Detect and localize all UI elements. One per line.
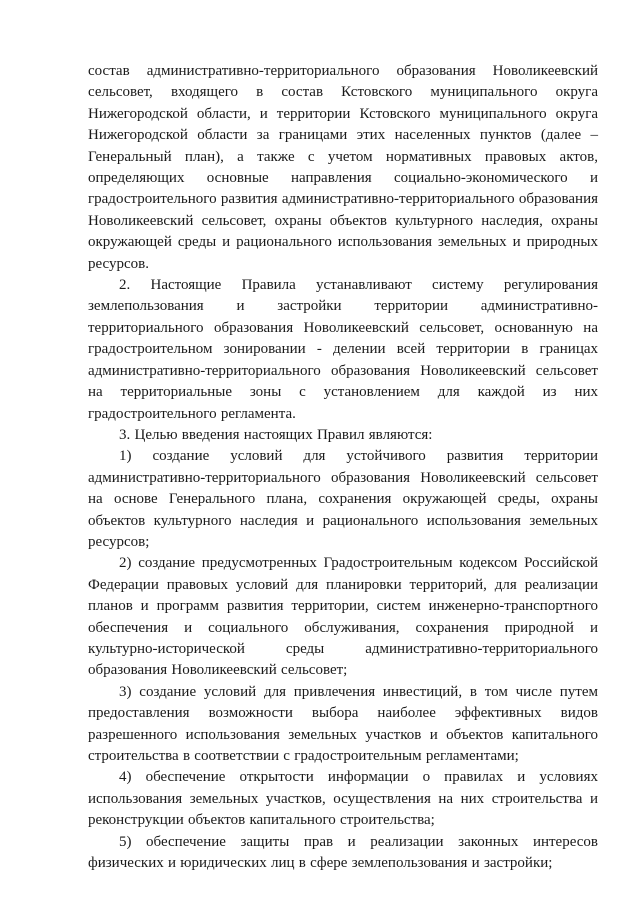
paragraph-continuation: состав административно-территориального образования Новоликеевский сельсовет, входящего в состав Кстовского муниципального округа Нижегородской области, и территории Кстовского муниципального округа Нижегородской области за границами этих населенных пунктов (далее – Генеральный план), а также с учетом нормативных правовых актов, определяющих основные направления социально-экономического и градостроительного развития административно-территориального образования Новоликеевский сельсовет, охраны объектов культурного наследия, охраны окружающей среды и рационального использования земельных и природных ресурсов. [88,63,598,272]
list-item-3: 3) создание условий для привлечения инвестиций, в том числе путем предоставления возможности выбора наиболее эффективных видов разрешенного использования земельных участков и объектов капитального строительства в соответствии с градостроительным регламентами; [88,683,598,764]
list-item-5: 5) обеспечение защиты прав и реализации законных интересов физических и юридических лиц в сфере землепользования и застройки; [88,833,598,872]
list-item-4: 4) обеспечение открытости информации о правилах и условиях использования земельных участков, осуществления на них строительства и реконструкции объектов капитального строительства; [88,769,598,829]
list-item-2: 2) создание предусмотренных Градостроительным кодексом Российской Федерации правовых условий для планировки территорий, для реализации планов и программ развития территории, систем инженерно-транспортного обеспечения и социального обслуживания, сохранения природной и культурно-исторической среды административно-территориального образования Новоликеевский сельсовет; [88,555,598,679]
paragraph-item-2: 2. Настоящие Правила устанавливают систему регулирования землепользования и застройки территории административно-территориального образования Новоликеевский сельсовет, основанную на градостроительном зонировании - делении всей территории в границах административно-территориального образования Новоликеевский сельсовет на территориальные зоны с установлением для каждой из них градостроительного регламента. [88,277,598,422]
list-item-1: 1) создание условий для устойчивого развития территории административно-территориального образования Новоликеевский сельсовет на основе Генерального плана, сохранения окружающей среды, охраны объектов культурного наследия и рационального использования земельных ресурсов; [88,448,598,550]
paragraph-item-3: 3. Целью введения настоящих Правил являются: [119,426,433,443]
